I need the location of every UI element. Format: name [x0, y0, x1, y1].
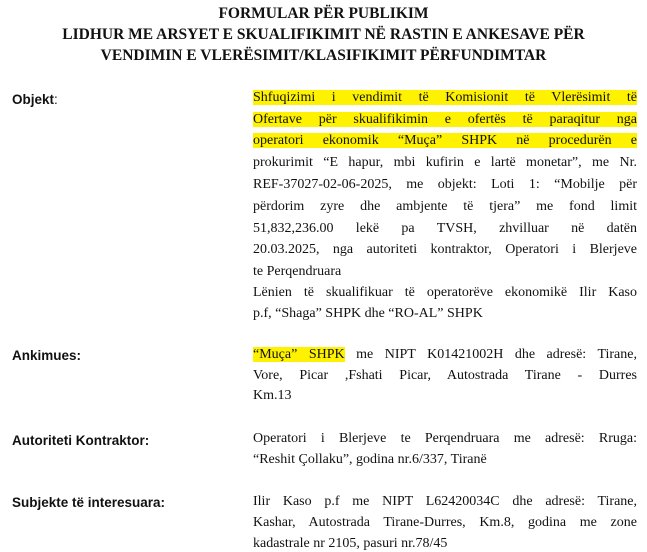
- objekt-line-1-text: Shfuqizimi i vendimit të Komisionit të Vlerësimit të: [253, 90, 637, 105]
- subjekte-label: [12, 495, 165, 511]
- objekt-label: [12, 92, 58, 108]
- objekt-label-colon: :: [54, 92, 58, 107]
- ankimues-label: [12, 348, 81, 364]
- form-title: FORMULAR PËR PUBLIKIM: [218, 5, 429, 22]
- subjekte-line-1: Ilir Kaso p.f me NIPT L62420034C dhe adresë: Tirane,: [253, 494, 637, 509]
- subjekte-label-text: Subjekte të interesuara:: [12, 495, 166, 510]
- autoriteti-label: [12, 433, 149, 449]
- objekt-line-11: p.f, “Shaga” SHPK dhe “RO-AL” SHPK: [253, 306, 483, 321]
- objekt-line-2-text: Ofertave për skualifikimin e ofertës të paraqitur nga: [253, 112, 637, 127]
- ankimues-line-2: Vore, Picar ,Fshati Picar, Autostrada Tirane - Durres: [253, 368, 637, 383]
- objekt-label-text: Objekt: [12, 92, 55, 107]
- ankimues-label-text: Ankimues:: [12, 348, 82, 363]
- ankimues-line-1: [253, 347, 637, 363]
- objekt-line-7: 51,832,236.00 lekë pa TVSH, zhvilluar në datën: [253, 221, 637, 236]
- objekt-line-5: REF-37027-02-06-2025, me objekt: Loti 1: “Mobilje për: [253, 177, 637, 192]
- autoriteti-line-1: Operatori i Blerjeve te Perqendruara me adresë: Rruga:: [253, 431, 637, 446]
- objekt-line-10: Lënien të skualifikuar të operatorëve ekonomikë Ilir Kaso: [253, 285, 637, 300]
- objekt-line-3-text: operatori ekonomik “Muça” SHPK në procedurën e: [253, 133, 637, 148]
- autoriteti-line-2: “Reshit Çollaku”, godina nr.6/337, Tiranë: [253, 452, 487, 467]
- objekt-line-1: [253, 90, 637, 106]
- ankimues-line-1-rest: me NIPT K01421002H dhe adresë: Tirane,: [344, 347, 637, 362]
- subjekte-line-3: kadastrale nr 2105, pasuri nr.78/45: [253, 536, 448, 551]
- ankimues-highlight: “Muça” SHPK: [253, 347, 345, 362]
- objekt-line-3: [253, 133, 637, 149]
- objekt-line-4: prokurimit “E hapur, mbi kufirin e lartë monetar”, me Nr.: [253, 155, 637, 170]
- ankimues-line-3: Km.13: [253, 388, 292, 403]
- autoriteti-label-text: Autoriteti Kontraktor:: [12, 433, 150, 448]
- form-subtitle-line-2: VENDIMIN E VLERËSIMIT/KLASIFIKIMIT PËRFUNDIMTAR: [100, 47, 547, 64]
- objekt-line-9: te Perqendruara: [253, 264, 342, 279]
- objekt-line-6: përdorim zyre dhe ambjente të tjera” me fond limit: [253, 199, 637, 214]
- objekt-line-8: 20.03.2025, nga autoriteti kontraktor, Operatori i Blerjeve: [253, 242, 637, 257]
- form-subtitle-line-1: LIDHUR ME ARSYET E SKUALIFIKIMIT NË RASTIN E ANKESAVE PËR: [62, 26, 585, 43]
- subjekte-line-2: Kashar, Autostrada Tirane-Durres, Km.8, godina me zone: [253, 515, 637, 530]
- objekt-line-2: [253, 112, 637, 128]
